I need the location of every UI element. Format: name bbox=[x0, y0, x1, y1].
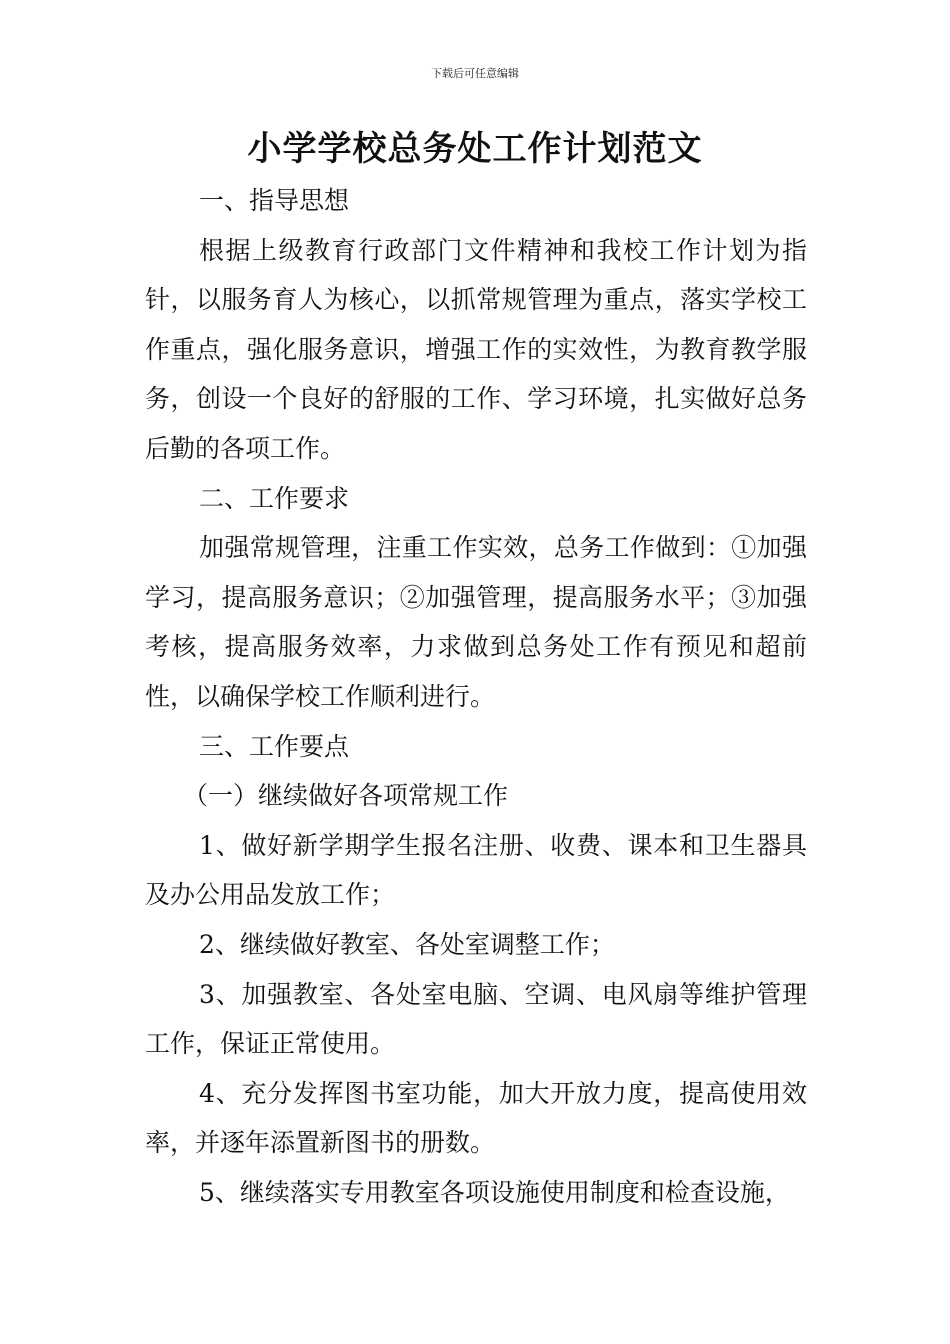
body-paragraph: 根据上级教育行政部门文件精神和我校工作计划为指针，以服务育人为核心，以抓常规管理为重点，落实学校工作重点，强化服务意识，增强工作的实效性，为教育教学服务，创设一个良好的舒服的工作、学习环境，扎实做好总务后勤的各项工作。 bbox=[145, 235, 807, 463]
list-item: 4、充分发挥图书室功能，加大开放力度，提高使用效率，并逐年添置新图书的册数。 bbox=[145, 1078, 807, 1158]
list-item: 3、加强教室、各处室电脑、空调、电风扇等维护管理工作，保证正常使用。 bbox=[145, 979, 807, 1059]
document-title: 小学学校总务处工作计划范文 bbox=[247, 129, 703, 169]
list-item: 2、继续做好教室、各处室调整工作； bbox=[199, 929, 615, 959]
document-body bbox=[145, 176, 807, 1217]
list-item: 1、做好新学期学生报名注册、收费、课本和卫生器具及办公用品发放工作； bbox=[145, 830, 807, 910]
header-note: 下载后可任意编辑 bbox=[431, 67, 519, 80]
section-heading-guiding-ideology: 一、指导思想 bbox=[199, 186, 350, 215]
list-item: 5、继续落实专用教室各项设施使用制度和检查设施， bbox=[199, 1177, 790, 1207]
body-paragraph: 加强常规管理，注重工作实效，总务工作做到：①加强学习，提高服务意识；②加强管理，提高服务水平；③加强考核，提高服务效率，力求做到总务处工作有预见和超前性，以确保学校工作顺利进行。 bbox=[145, 533, 807, 711]
section-heading-work-requirements: 二、工作要求 bbox=[199, 483, 350, 513]
section-heading-work-points: 三、工作要点 bbox=[199, 731, 350, 761]
subsection-heading: （一）继续做好各项常规工作 bbox=[183, 781, 509, 811]
